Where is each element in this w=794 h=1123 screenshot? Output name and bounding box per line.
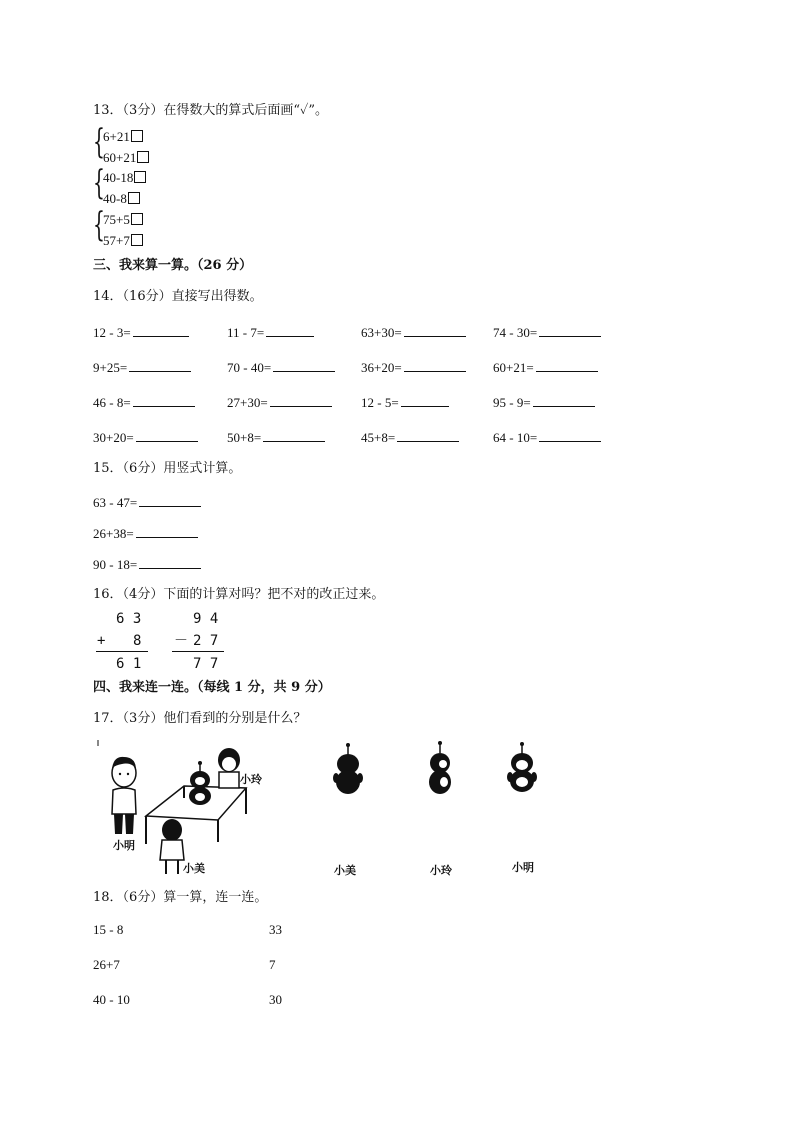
girl-figure-icon (218, 748, 240, 788)
q18-right-item[interactable]: 33 (269, 922, 282, 937)
view-back-toy (331, 742, 365, 800)
calc-rule (96, 651, 148, 652)
q14-item: 63+30= (361, 324, 466, 341)
q13-expr: 57+7 (103, 233, 130, 248)
calc-top: 9 4 (193, 611, 219, 627)
calc-rule (172, 651, 224, 652)
q14-item: 50+8= (227, 429, 325, 446)
q18-left-item[interactable]: 40 - 10 (93, 992, 130, 1007)
q18-right-item[interactable]: 7 (269, 957, 276, 972)
answer-blank[interactable] (139, 494, 201, 507)
label-xiaomei: 小美 (183, 862, 205, 875)
answer-blank[interactable] (270, 394, 332, 407)
girl-back-figure-icon (160, 819, 184, 874)
q13-title: 13．（3分）在得数大的算式后面画“✓”。 (93, 103, 328, 118)
section-3-heading: 三、我来算一算。（26 分） (93, 258, 253, 273)
check-box[interactable] (131, 234, 143, 246)
q14-item: 70 - 40= (227, 359, 335, 376)
brace-icon: { (93, 163, 105, 203)
view-side-toy (423, 740, 457, 798)
view-front-toy (505, 741, 539, 799)
answer-blank[interactable] (539, 429, 601, 442)
check-box[interactable] (131, 130, 143, 142)
q14-item: 9+25= (93, 359, 191, 376)
calc-operator: + (97, 633, 106, 649)
answer-blank[interactable] (539, 324, 601, 337)
answer-blank[interactable] (401, 394, 449, 407)
calc-result: 6 1 (116, 656, 142, 672)
q14-item: 30+20= (93, 429, 198, 446)
brace-icon: { (93, 205, 105, 245)
view-label: 小明 (512, 861, 534, 874)
answer-blank[interactable] (404, 324, 466, 337)
brace-icon: { (93, 122, 105, 162)
q18-left-item[interactable]: 26+7 (93, 957, 120, 972)
label-xiaoming: 小明 (113, 839, 135, 852)
q14-item: 95 - 9= (493, 394, 595, 411)
answer-blank[interactable] (404, 359, 466, 372)
q13-expr: 6+21 (103, 129, 130, 144)
label-xiaoling: 小玲 (240, 773, 262, 786)
q14-item: 46 - 8= (93, 394, 195, 411)
q13-expr: 40-18 (103, 170, 134, 185)
q14-item: 12 - 5= (361, 394, 449, 411)
q18-right-item[interactable]: 30 (269, 992, 282, 1007)
q13-expr: 75+5 (103, 212, 130, 227)
q14-item: 64 - 10= (493, 429, 601, 446)
q15-item: 63 - 47= (93, 494, 201, 511)
q15-item: 90 - 18= (93, 556, 201, 573)
answer-blank[interactable] (139, 556, 201, 569)
q17-title: 17．（3分）他们看到的分别是什么？ (93, 711, 307, 726)
answer-blank[interactable] (133, 324, 189, 337)
boy-figure-icon (112, 757, 136, 834)
check-box[interactable] (134, 171, 146, 183)
check-box[interactable] (128, 192, 140, 204)
answer-blank[interactable] (133, 394, 195, 407)
q15-item: 26+38= (93, 525, 198, 542)
q14-item: 11 - 7= (227, 324, 314, 341)
calc-top: 6 3 (116, 611, 142, 627)
toy-figure-icon (189, 761, 211, 805)
q14-item: 74 - 30= (493, 324, 601, 341)
view-label: 小美 (334, 864, 356, 877)
answer-blank[interactable] (136, 429, 198, 442)
q14-item: 27+30= (227, 394, 332, 411)
view-label: 小玲 (430, 864, 452, 877)
q14-title: 14．（16分）直接写出得数。 (93, 289, 263, 304)
answer-blank[interactable] (536, 359, 598, 372)
scene-illustration (98, 738, 278, 878)
answer-blank[interactable] (273, 359, 335, 372)
answer-blank[interactable] (136, 525, 198, 538)
q15-title: 15．（6分）用竖式计算。 (93, 461, 242, 476)
check-box[interactable] (131, 213, 143, 225)
calc-operator: － (174, 633, 188, 649)
answer-blank[interactable] (533, 394, 595, 407)
q14-item: 45+8= (361, 429, 459, 446)
calc-middle: 2 7 (193, 633, 219, 649)
q13-expr: 60+21 (103, 150, 137, 165)
answer-blank[interactable] (129, 359, 191, 372)
q14-item: 36+20= (361, 359, 466, 376)
calc-middle: 8 (133, 633, 142, 649)
q18-title: 18．（6分）算一算，连一连。 (93, 890, 268, 905)
answer-blank[interactable] (397, 429, 459, 442)
q14-item: 60+21= (493, 359, 598, 376)
check-box[interactable] (137, 151, 149, 163)
q13-expr: 40-8 (103, 191, 127, 206)
answer-blank[interactable] (266, 324, 314, 337)
answer-blank[interactable] (263, 429, 325, 442)
section-4-heading: 四、我来连一连。（每线 1 分，共 9 分） (93, 680, 331, 695)
q16-title: 16．（4分）下面的计算对吗？把不对的改正过来。 (93, 587, 385, 602)
q18-left-item[interactable]: 15 - 8 (93, 922, 124, 937)
q14-item: 12 - 3= (93, 324, 189, 341)
calc-result: 7 7 (193, 656, 219, 672)
